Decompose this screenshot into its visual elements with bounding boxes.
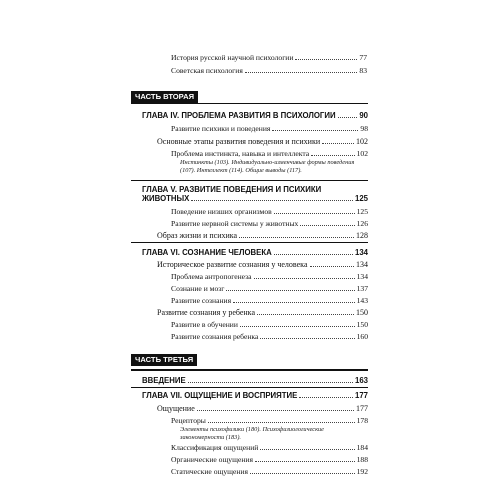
entry-page: 134 xyxy=(356,260,368,269)
toc-entry[interactable] xyxy=(157,404,368,413)
toc-entry[interactable] xyxy=(171,455,368,464)
leader-dots xyxy=(338,117,358,118)
subtopic-note: Элементы психофизики (180). Психофизиологические закономерности (183). xyxy=(180,426,324,441)
entry-title: Развитие сознания xyxy=(171,296,232,305)
leader-dots xyxy=(240,326,355,327)
leader-dots xyxy=(255,461,355,462)
chapter-entry[interactable] xyxy=(142,376,368,385)
entry-title: Основные этапы развития поведения и психики xyxy=(157,137,321,146)
subtopic-note: Инстинкты (103). Индивидуально-изменчивые формы поведения (107). Интеллект (114). Общие выводы (117). xyxy=(180,159,355,174)
toc-entry[interactable] xyxy=(171,332,368,341)
entry-page: 134 xyxy=(354,248,368,257)
part-label: ЧАСТЬ ВТОРАЯ xyxy=(131,91,198,103)
toc-entry[interactable] xyxy=(171,149,368,158)
leader-dots xyxy=(272,130,358,131)
leader-dots xyxy=(188,382,353,383)
entry-page: 150 xyxy=(356,320,368,329)
chapter-title[interactable]: ГЛАВА V. РАЗВИТИЕ ПОВЕДЕНИЯ И ПСИХИКИ xyxy=(142,185,322,194)
leader-dots xyxy=(250,473,355,474)
entry-title: Развитие психики и поведения xyxy=(171,124,271,133)
chapter-title: ВВЕДЕНИЕ xyxy=(142,376,186,385)
divider xyxy=(131,180,368,181)
leader-dots xyxy=(197,410,354,411)
entry-title: Развитие в обучении xyxy=(171,320,238,329)
entry-page: 192 xyxy=(356,467,368,476)
toc-entry[interactable] xyxy=(171,443,368,452)
toc-entry[interactable] xyxy=(171,272,368,281)
toc-entry[interactable] xyxy=(171,467,368,476)
chapter-entry[interactable] xyxy=(142,194,368,203)
entry-page: 102 xyxy=(356,149,368,158)
entry-page: 125 xyxy=(354,194,368,203)
leader-dots xyxy=(226,290,354,291)
toc-entry[interactable] xyxy=(171,320,368,329)
entry-page: 178 xyxy=(356,416,368,425)
entry-title: Образ жизни и психика xyxy=(157,231,238,240)
entry-page: 163 xyxy=(354,376,368,385)
entry-page: 128 xyxy=(356,231,368,240)
toc-entry[interactable] xyxy=(157,231,368,240)
toc-entry[interactable] xyxy=(171,53,367,62)
divider xyxy=(131,369,368,371)
leader-dots xyxy=(300,225,354,226)
entry-title: Органические ощущения xyxy=(171,455,253,464)
entry-page: 177 xyxy=(354,391,368,400)
entry-title: Развитие нервной системы у животных xyxy=(171,219,299,228)
toc-entry[interactable] xyxy=(157,260,368,269)
leader-dots xyxy=(295,59,357,60)
entry-title: Развитие сознания у ребенка xyxy=(157,308,255,317)
entry-page: 102 xyxy=(356,137,368,146)
chapter-title: ГЛАВА IV. ПРОБЛЕМА РАЗВИТИЯ В ПСИХОЛОГИИ xyxy=(142,111,336,120)
entry-page: 77 xyxy=(359,53,367,62)
entry-title: Рецепторы xyxy=(171,416,206,425)
entry-title: Проблема антропогенеза xyxy=(171,272,252,281)
entry-title: Статические ощущения xyxy=(171,467,248,476)
leader-dots xyxy=(274,213,355,214)
toc-entry[interactable] xyxy=(171,296,368,305)
chapter-entry[interactable] xyxy=(142,391,368,400)
entry-title: Проблема инстинкта, навыка и интеллекта xyxy=(171,149,310,158)
entry-page: 134 xyxy=(356,272,368,281)
toc-entry[interactable] xyxy=(171,284,368,293)
entry-title: Поведение низших организмов xyxy=(171,207,272,216)
divider xyxy=(131,103,368,104)
leader-dots xyxy=(299,397,353,398)
chapter-entry[interactable] xyxy=(142,248,368,257)
toc-entry[interactable] xyxy=(157,308,368,317)
divider xyxy=(131,387,368,388)
entry-page: 184 xyxy=(356,443,368,452)
entry-page: 150 xyxy=(356,308,368,317)
leader-dots xyxy=(239,237,354,238)
entry-page: 98 xyxy=(360,124,368,133)
toc-entry[interactable] xyxy=(171,66,367,75)
toc-entry[interactable] xyxy=(171,416,368,425)
leader-dots xyxy=(254,278,355,279)
leader-dots xyxy=(310,266,355,267)
entry-page: 188 xyxy=(356,455,368,464)
leader-dots xyxy=(208,422,355,423)
entry-page: 160 xyxy=(356,332,368,341)
entry-title: История русской научной психологии xyxy=(171,53,294,62)
entry-page: 126 xyxy=(356,219,368,228)
entry-page: 177 xyxy=(356,404,368,413)
leader-dots xyxy=(245,72,358,73)
divider xyxy=(131,242,368,243)
toc-entry[interactable] xyxy=(171,219,368,228)
entry-title: Развитие сознания ребенка xyxy=(171,332,259,341)
entry-page: 137 xyxy=(356,284,368,293)
leader-dots xyxy=(311,155,354,156)
leader-dots xyxy=(260,338,354,339)
entry-title: Историческое развитие сознания у человека xyxy=(157,260,308,269)
entry-title: Советская психология xyxy=(171,66,243,75)
chapter-title-continued: ЖИВОТНЫХ xyxy=(142,194,190,203)
leader-dots xyxy=(260,449,354,450)
leader-dots xyxy=(233,302,354,303)
leader-dots xyxy=(191,200,353,201)
toc-entry[interactable] xyxy=(171,207,368,216)
leader-dots xyxy=(322,143,354,144)
chapter-title: ГЛАВА VII. ОЩУЩЕНИЕ И ВОСПРИЯТИЕ xyxy=(142,391,298,400)
entry-page: 125 xyxy=(356,207,368,216)
toc-entry[interactable] xyxy=(171,124,368,133)
part-label: ЧАСТЬ ТРЕТЬЯ xyxy=(131,354,197,366)
leader-dots xyxy=(257,314,354,315)
leader-dots xyxy=(274,254,353,255)
entry-page: 143 xyxy=(356,296,368,305)
entry-title: Сознание и мозг xyxy=(171,284,225,293)
toc-entry[interactable] xyxy=(157,137,368,146)
entry-title: Классификация ощущений xyxy=(171,443,259,452)
chapter-entry[interactable] xyxy=(142,111,368,120)
entry-title: Ощущение xyxy=(157,404,195,413)
chapter-title: ГЛАВА VI. СОЗНАНИЕ ЧЕЛОВЕКА xyxy=(142,248,272,257)
entry-page: 83 xyxy=(359,66,367,75)
entry-page: 90 xyxy=(359,111,368,120)
